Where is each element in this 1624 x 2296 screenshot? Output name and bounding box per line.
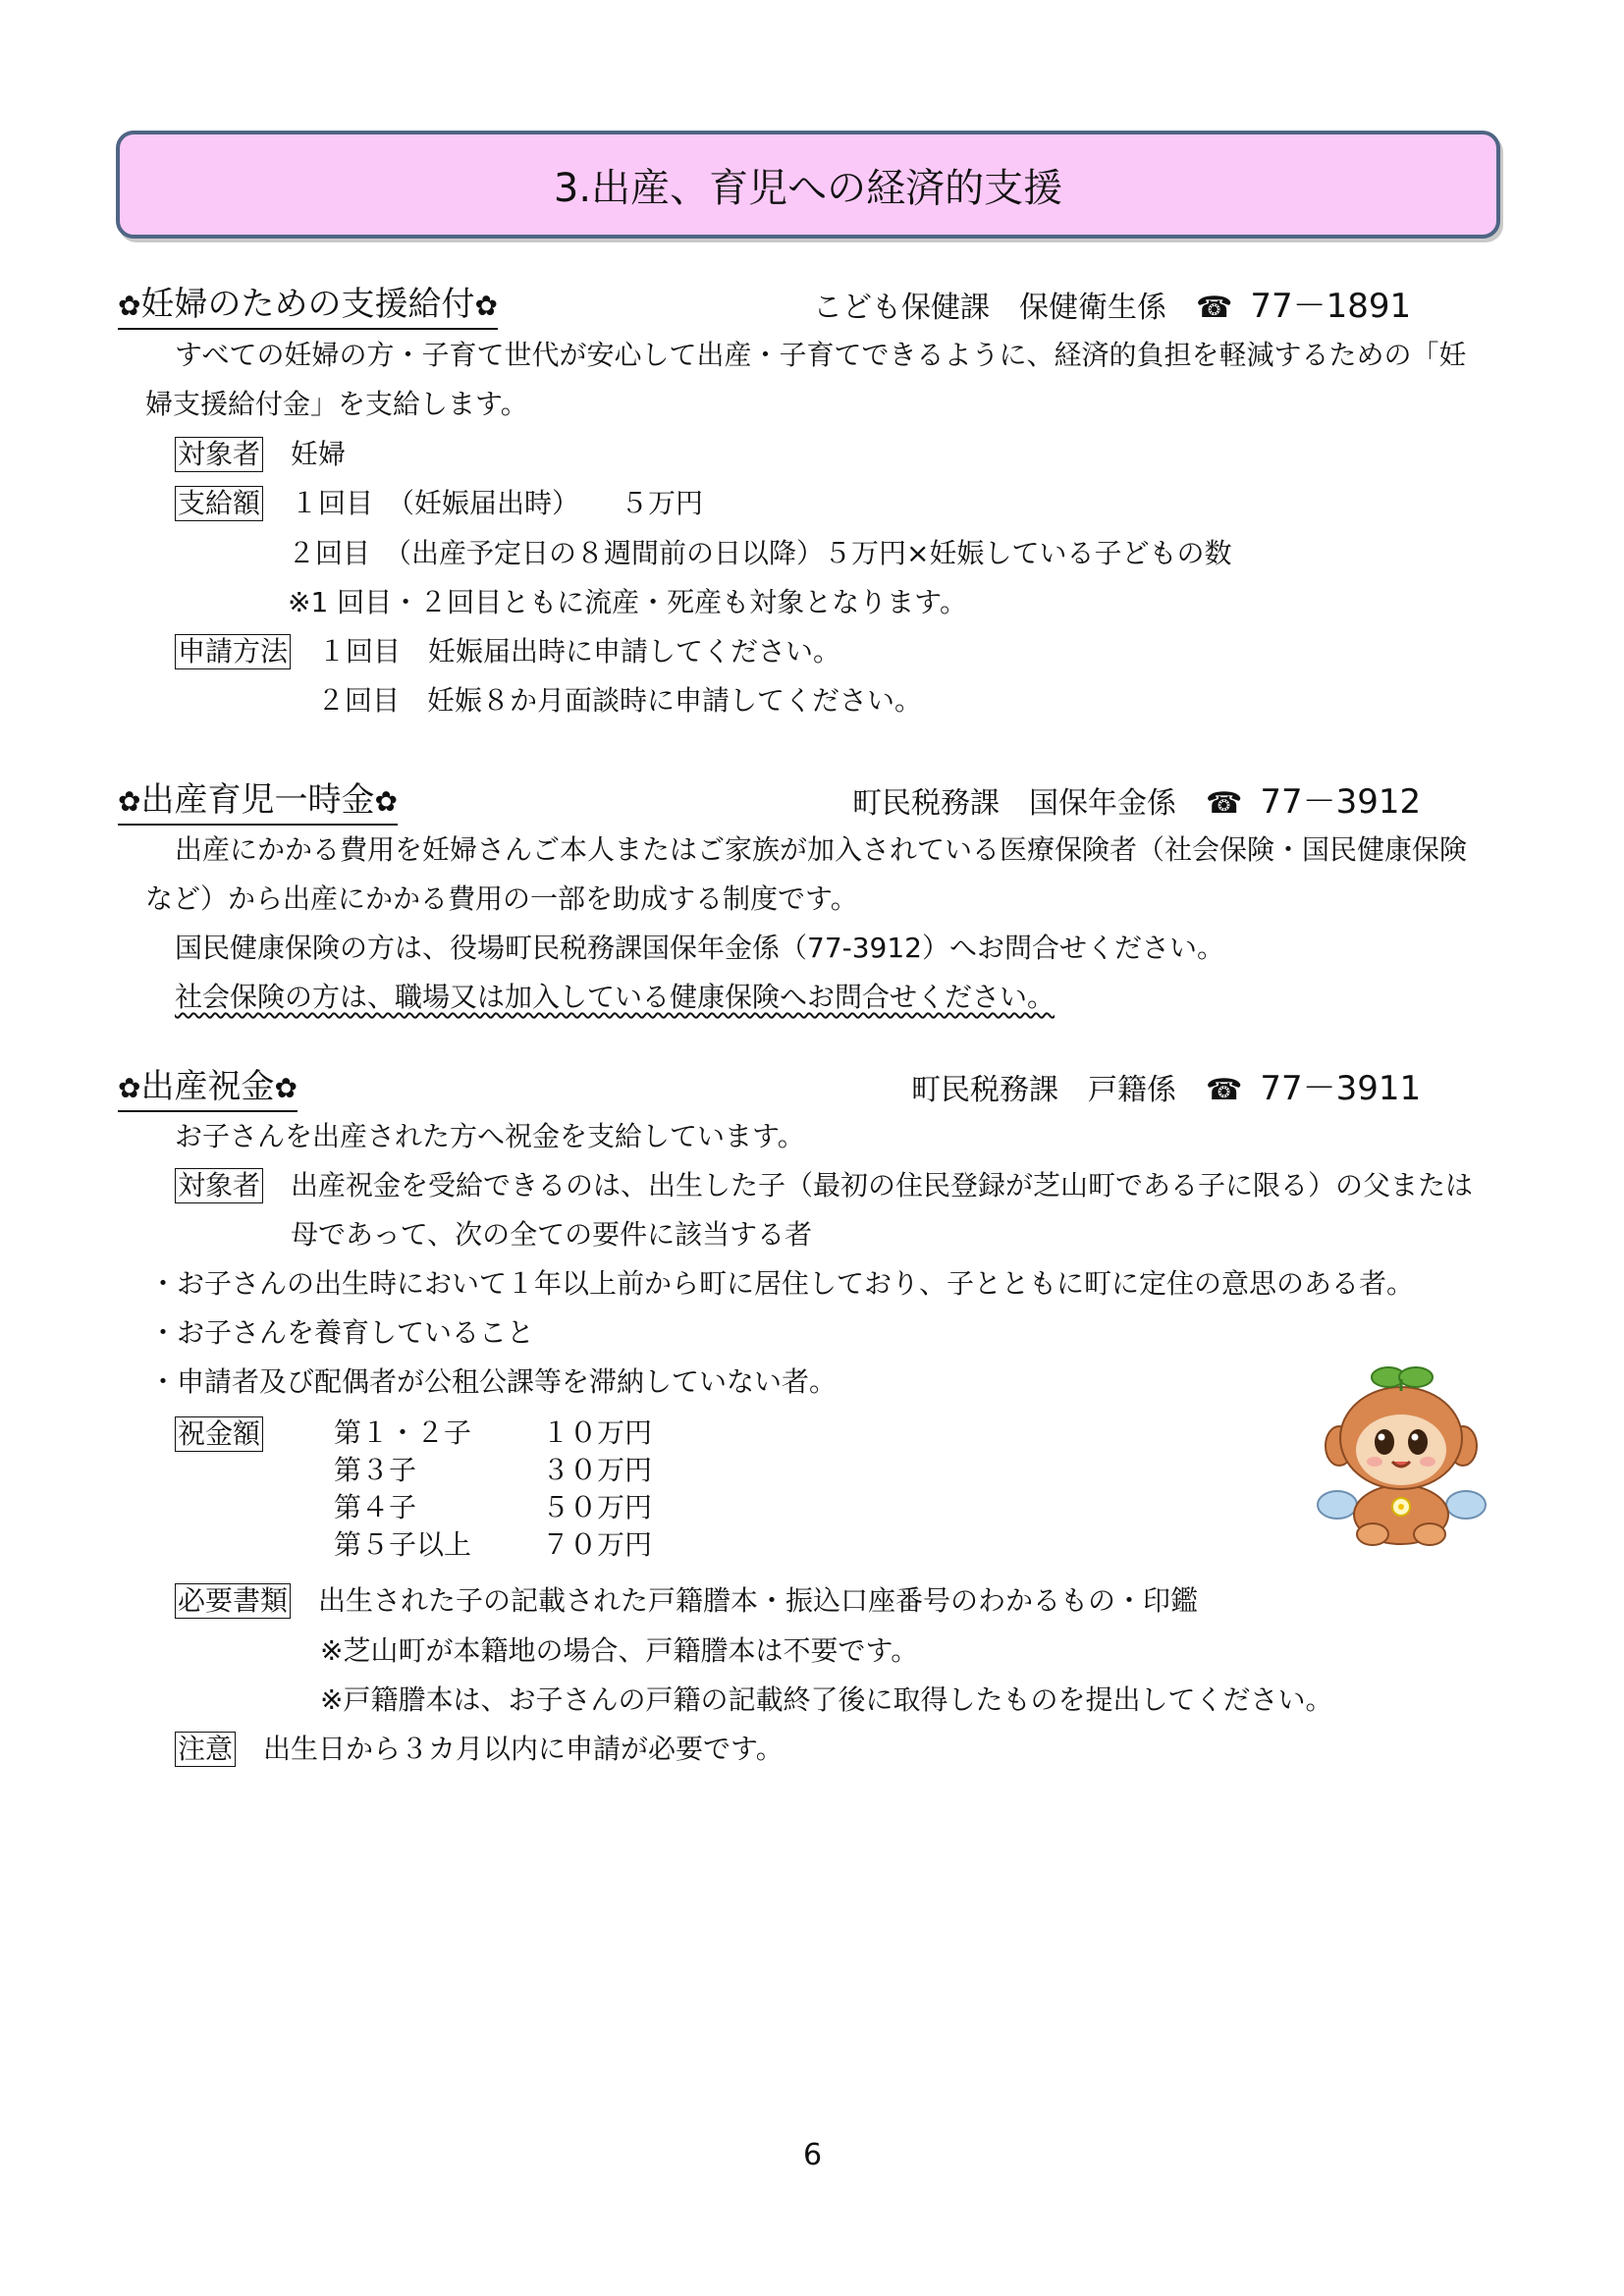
flower-icon: ✿ — [118, 785, 141, 818]
phone-icon: ☎ — [1206, 786, 1243, 821]
description-line-wavy: 社会保険の方は、職場又は加入している健康保険へお問合せください。 — [175, 981, 1056, 1013]
description-line: お子さんを出産された方へ祝金を支給しています。 — [175, 1120, 805, 1152]
target-label: 対象者 — [175, 1168, 263, 1203]
department-name: こども保健課 保健衛生係 — [813, 291, 1166, 325]
amount-row — [334, 1526, 652, 1564]
phone-number: 77－3912 — [1260, 782, 1422, 822]
description-line: すべての妊婦の方・子育て世代が安心して出産・子育てできるように、経済的負担を軽減するための「妊 — [175, 339, 1467, 371]
target-value: 母であって、次の全ての要件に該当する者 — [291, 1218, 813, 1251]
phone-number: 77－1891 — [1250, 287, 1412, 326]
note-text: ※芝山町が本籍地の場合、戸籍謄本は不要です。 — [320, 1634, 919, 1667]
section-heading-text: 出産育児一時金 — [140, 780, 375, 820]
note-text: ※戸籍謄本は、お子さんの戸籍の記載終了後に取得したものを提出してください。 — [320, 1683, 1333, 1716]
amount-label: 祝金額 — [175, 1416, 263, 1452]
documents-label: 必要書類 — [175, 1583, 291, 1619]
description-line: 婦支援給付金」を支給します。 — [145, 388, 528, 420]
department-name: 町民税務課 戸籍係 — [911, 1073, 1176, 1107]
section-heading-text: 妊婦のための支援給付 — [140, 285, 475, 324]
amount-row — [334, 1452, 652, 1489]
description-line: 出産にかかる費用を妊婦さんご本人またはご家族が加入されている医療保険者（社会保険・国民健康保険 — [175, 833, 1468, 866]
target-value: 出産祝金を受給できるのは、出生した子（最初の住民登録が芝山町である子に限る）の父または — [291, 1169, 1474, 1201]
requirement-item: ・申請者及び配偶者が公租公課等を滞納していない者。 — [149, 1365, 838, 1398]
page-title: 3.出産、育児への経済的支援 — [553, 165, 1063, 211]
child-order: 第１・２子 — [334, 1416, 472, 1449]
amount-label: 支給額 — [175, 486, 263, 521]
child-order: 第５子以上 — [334, 1528, 472, 1561]
amount-table — [334, 1415, 652, 1564]
amount-value: １０万円 — [542, 1416, 653, 1449]
description-line: 国民健康保険の方は、役場町民税務課国保年金係（77-3912）へお問合せください。 — [175, 932, 1224, 964]
requirement-item: ・お子さんを養育していること — [149, 1316, 535, 1349]
contact-info — [852, 782, 1421, 824]
amount-value: ７０万円 — [542, 1528, 653, 1561]
description-line: など）から出産にかかる費用の一部を助成する制度です。 — [145, 882, 858, 915]
caution-value: 出生日から３カ月以内に申請が必要です。 — [263, 1733, 784, 1765]
caution-label: 注意 — [175, 1732, 236, 1767]
phone-icon: ☎ — [1196, 291, 1233, 325]
requirement-item: ・お子さんの出生時において１年以上前から町に居住しており、子とともに町に定住の意思のある者。 — [149, 1267, 1415, 1300]
apply-label: 申請方法 — [175, 634, 291, 669]
amount-value: ２回目 （出産予定日の８週間前の日以降）５万円×妊娠している子どもの数 — [288, 537, 1232, 569]
section-heading-maternity-support — [118, 285, 498, 330]
page-number: 6 — [803, 2138, 823, 2172]
apply-value: ２回目 妊娠８か月面談時に申請してください。 — [317, 684, 923, 717]
section-heading-childbirth-lump-sum — [118, 780, 398, 826]
section-heading-text: 出産祝金 — [140, 1067, 275, 1106]
target-value: 妊婦 — [291, 438, 347, 470]
flower-icon: ✿ — [374, 785, 398, 818]
documents-row — [175, 1581, 1198, 1621]
flower-icon: ✿ — [274, 1072, 298, 1104]
section-title-box — [116, 131, 1500, 239]
amount-value: １回目 （妊娠届出時） ５万円 — [291, 487, 704, 519]
apply-value: １回目 妊娠届出時に申請してください。 — [318, 635, 841, 667]
amount-value: ５０万円 — [542, 1491, 653, 1523]
section-heading-birth-celebration — [118, 1067, 298, 1112]
amount-label-wrap — [175, 1415, 263, 1454]
flower-icon: ✿ — [474, 290, 498, 322]
caution-row — [175, 1730, 784, 1769]
contact-info — [911, 1069, 1421, 1110]
phone-number: 77－3911 — [1260, 1069, 1422, 1108]
amount-value: ３０万円 — [542, 1454, 653, 1486]
note-text: ※1 回目・２回目ともに流産・死産も対象となります。 — [288, 586, 967, 618]
apply-row — [175, 632, 840, 671]
amount-row — [334, 1415, 652, 1452]
flower-icon: ✿ — [118, 1072, 141, 1104]
child-order: 第４子 — [334, 1491, 417, 1523]
target-row — [175, 435, 346, 474]
amount-row — [175, 484, 703, 523]
target-row — [175, 1166, 1473, 1205]
target-label: 対象者 — [175, 437, 263, 472]
documents-value: 出生された子の記載された戸籍謄本・振込口座番号のわかるもの・印鑑 — [318, 1584, 1199, 1617]
phone-icon: ☎ — [1206, 1073, 1243, 1107]
amount-row — [334, 1489, 652, 1526]
mascot-illustration — [1316, 1360, 1488, 1551]
contact-info — [813, 287, 1411, 328]
child-order: 第３子 — [334, 1454, 417, 1486]
department-name: 町民税務課 国保年金係 — [852, 786, 1176, 821]
flower-icon: ✿ — [118, 290, 141, 322]
